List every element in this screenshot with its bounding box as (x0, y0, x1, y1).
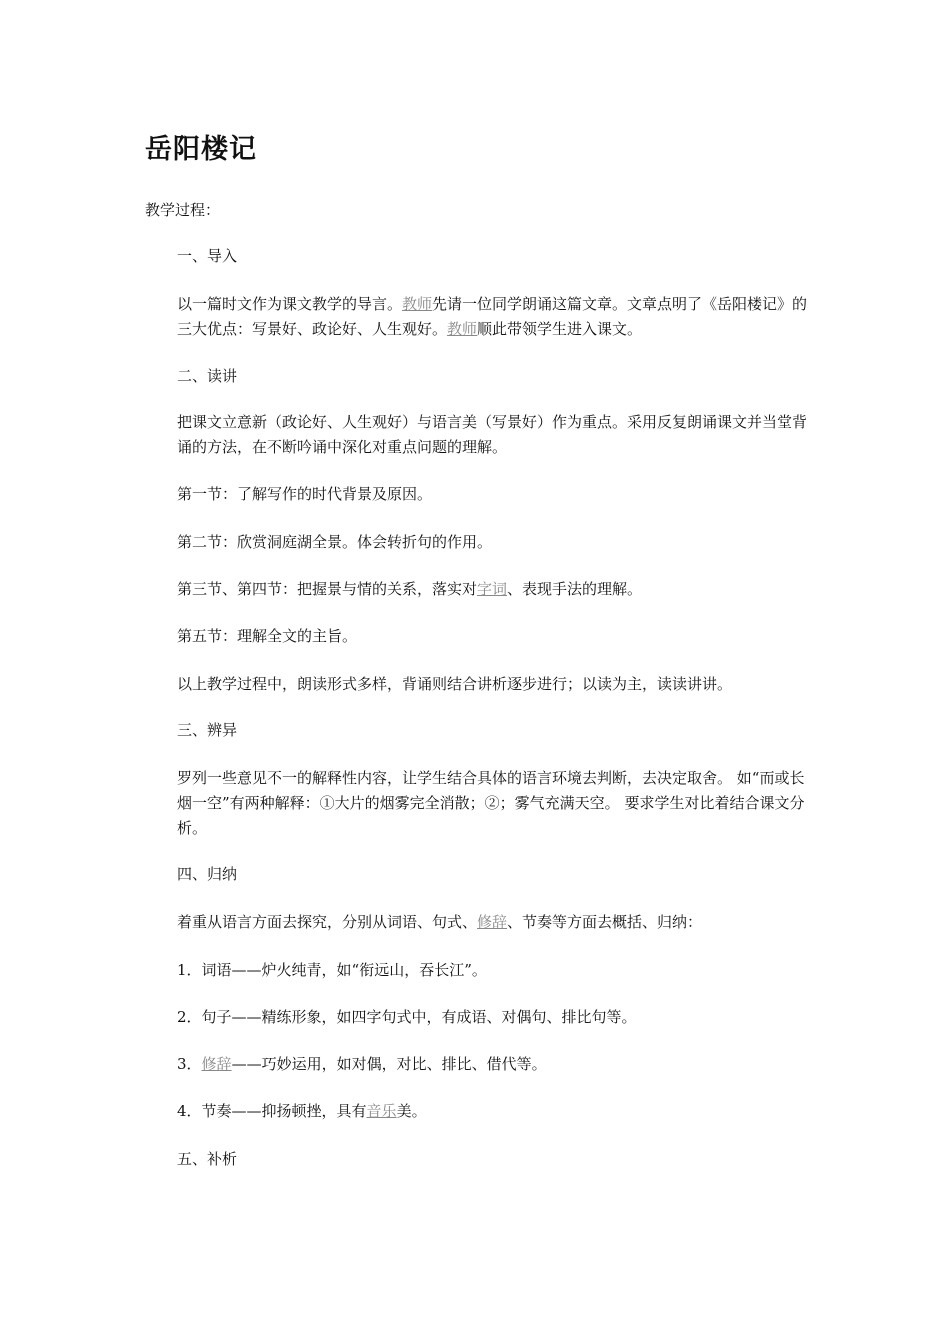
list-item-2: 2．句子——精练形象，如四字句式中，有成语、对偶句、排比句等。 (177, 1008, 637, 1026)
list-item-3 (145, 1052, 809, 1077)
text: 以一篇时文作为课文教学的导言。 (177, 295, 403, 313)
section-3-heading: 三、辨异 (177, 721, 238, 739)
text: 、节奏等方面去概括、归纳： (507, 913, 703, 931)
section-4-intro (145, 910, 809, 935)
section-2-item-2: 第二节：欣赏洞庭湖全景。体会转折句的作用。 (177, 533, 493, 551)
section-2-intro: 把课文立意新（政论好、人生观好）与语言美（写景好）作为重点。采用反复朗诵课文并当堂背诵的方法，在不断吟诵中深化对重点问题的理解。 (177, 413, 808, 456)
list-item-4 (145, 1099, 809, 1124)
process-label: 教学过程： (145, 201, 221, 219)
section-2-summary: 以上教学过程中，朗读形式多样，背诵则结合讲析逐步进行；以读为主，读读讲讲。 (177, 675, 733, 693)
section-2-item-1: 第一节：了解写作的时代背景及原因。 (177, 485, 433, 503)
section-2-heading: 二、读讲 (177, 367, 238, 385)
music-link[interactable]: 音乐 (366, 1102, 397, 1120)
section-2-item-4: 第五节：理解全文的主旨。 (177, 627, 358, 645)
section-1-paragraph (145, 292, 809, 342)
section-2-item-3 (145, 577, 809, 602)
words-link[interactable]: 字词 (477, 580, 508, 598)
rhetoric-link[interactable]: 修辞 (201, 1055, 232, 1073)
text: 、表现手法的理解。 (507, 580, 643, 598)
section-1-heading: 一、导入 (177, 247, 238, 265)
document-title: 岳阳楼记 (145, 134, 257, 165)
section-5-heading: 五、补析 (177, 1150, 238, 1168)
text: 3． (177, 1055, 202, 1073)
text: 美。 (396, 1102, 427, 1120)
text: 4．节奏——抑扬顿挫，具有 (177, 1102, 367, 1120)
section-4-heading: 四、归纳 (177, 865, 238, 883)
list-item-1: 1．词语——炉火纯青，如“衔远山，吞长江”。 (177, 961, 487, 979)
text: ——巧妙运用，如对偶，对比、排比、借代等。 (231, 1055, 547, 1073)
rhetoric-link[interactable]: 修辞 (477, 913, 508, 931)
text: 先请一位同学朗诵这篇文章。文章点明了《岳阳楼记》的三大优点：写景好、政论好、人生观好。 (177, 295, 808, 338)
section-3-paragraph: 罗列一些意见不一的解释性内容，让学生结合具体的语言环境去判断，去决定取舍。 如“而或长烟一空”有两种解释：①大片的烟雾完全消散；②；雾气充满天空。 要求学生对比着结合课文分析。 (177, 769, 805, 837)
text: 第三节、第四节：把握景与情的关系，落实对 (177, 580, 478, 598)
text: 顺此带领学生进入课文。 (477, 320, 643, 338)
teacher-link[interactable]: 教师 (402, 295, 433, 313)
text: 着重从语言方面去探究，分别从词语、句式、 (177, 913, 478, 931)
teacher-link[interactable]: 教师 (447, 320, 478, 338)
